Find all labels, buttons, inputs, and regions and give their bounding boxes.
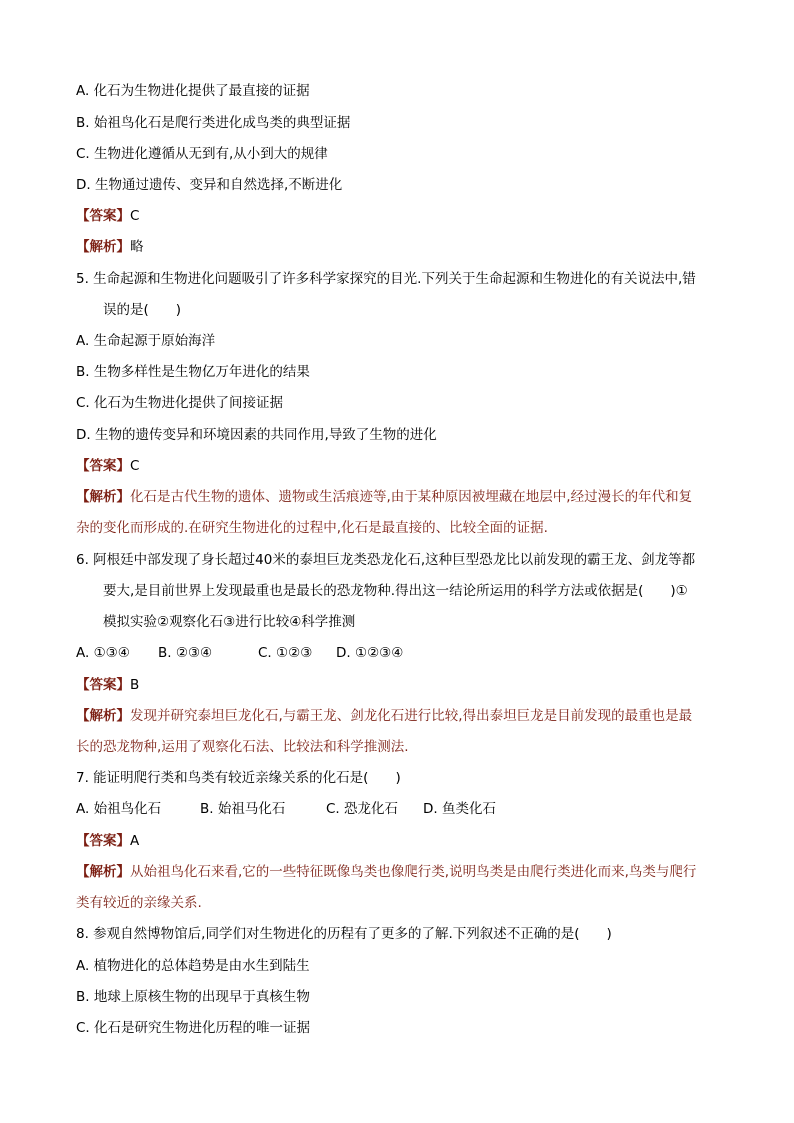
q7-option-c: C. 恐龙化石 xyxy=(326,801,399,817)
answer-value: A xyxy=(130,833,140,849)
q5-analysis-cont: 杂的变化而形成的.在研究生物进化的过程中,化石是最直接的、比较全面的证据. xyxy=(76,520,548,536)
q6-analysis-cont: 长的恐龙物种,运用了观察化石法、比较法和科学推测法. xyxy=(76,739,409,755)
analysis-text: 略 xyxy=(130,239,144,255)
q7-option-a: A. 始祖鸟化石 xyxy=(76,801,162,817)
analysis-text: 发现并研究泰坦巨龙化石,与霸王龙、剑龙化石进行比较,得出泰坦巨龙是目前发现的最重也是最 xyxy=(130,708,693,724)
q6-option-b: B. ②③④ xyxy=(158,645,213,661)
q8-option-a: A. 植物进化的总体趋势是由水生到陆生 xyxy=(76,958,310,974)
analysis-tag: 【解析】 xyxy=(76,239,130,255)
q7-option-b: B. 始祖马化石 xyxy=(200,801,286,817)
question-5-stem-cont: 误的是( ) xyxy=(103,302,182,318)
answer-tag: 【答案】 xyxy=(76,458,130,474)
analysis-tag: 【解析】 xyxy=(76,864,130,880)
question-6-stem: 6. 阿根廷中部发现了身长超过40米的泰坦巨龙类恐龙化石,这种巨型恐龙比以前发现的霸王龙、剑龙等都 xyxy=(76,552,696,568)
question-6-stem-cont2: 模拟实验②观察化石③进行比较④科学推测 xyxy=(103,614,356,630)
q6-option-c: C. ①②③ xyxy=(258,645,313,661)
option-b: B. 始祖鸟化石是爬行类进化成鸟类的典型证据 xyxy=(76,115,351,131)
answer-value: C xyxy=(130,208,140,224)
option-a: A. 化石为生物进化提供了最直接的证据 xyxy=(76,83,310,99)
answer-value: C xyxy=(130,458,140,474)
analysis-text: 从始祖鸟化石来看,它的一些特征既像鸟类也像爬行类,说明鸟类是由爬行类进化而来,鸟类与爬行 xyxy=(130,864,697,880)
answer-line xyxy=(76,207,139,225)
answer-tag: 【答案】 xyxy=(76,208,130,224)
analysis-tag: 【解析】 xyxy=(76,489,130,505)
q5-option-c: C. 化石为生物进化提供了间接证据 xyxy=(76,395,284,411)
q6-analysis-line xyxy=(76,707,692,725)
answer-tag: 【答案】 xyxy=(76,833,130,849)
option-d: D. 生物通过遗传、变异和自然选择,不断进化 xyxy=(76,177,343,193)
question-6-stem-cont: 要大,是目前世界上发现最重也是最长的恐龙物种.得出这一结论所运用的科学方法或依据是( )① xyxy=(103,583,688,599)
answer-tag: 【答案】 xyxy=(76,677,130,693)
q6-options-row xyxy=(76,644,403,662)
q8-option-c: C. 化石是研究生物进化历程的唯一证据 xyxy=(76,1020,311,1036)
q6-option-d: D. ①②③④ xyxy=(336,645,404,661)
q5-answer-line xyxy=(76,457,139,475)
question-7-stem: 7. 能证明爬行类和鸟类有较近亲缘关系的化石是( ) xyxy=(76,770,401,786)
q5-analysis-line xyxy=(76,488,692,506)
q6-option-a: A. ①③④ xyxy=(76,645,130,661)
q5-option-a: A. 生命起源于原始海洋 xyxy=(76,333,216,349)
analysis-line xyxy=(76,238,144,256)
q7-analysis-cont: 类有较近的亲缘关系. xyxy=(76,895,202,911)
answer-value: B xyxy=(130,677,140,693)
analysis-tag: 【解析】 xyxy=(76,708,130,724)
analysis-text: 化石是古代生物的遗体、遗物或生活痕迹等,由于某种原因被埋藏在地层中,经过漫长的年代和复 xyxy=(130,489,693,505)
question-5-stem: 5. 生命起源和生物进化问题吸引了许多科学家探究的目光.下列关于生命起源和生物进化的有关说法中,错 xyxy=(76,271,696,287)
q5-option-b: B. 生物多样性是生物亿万年进化的结果 xyxy=(76,364,310,380)
q7-options-row xyxy=(76,800,496,818)
option-c: C. 生物进化遵循从无到有,从小到大的规律 xyxy=(76,146,328,162)
q7-option-d: D. 鱼类化石 xyxy=(423,801,496,817)
q7-answer-line xyxy=(76,832,139,850)
q6-answer-line xyxy=(76,676,139,694)
q7-analysis-line xyxy=(76,863,696,881)
q5-option-d: D. 生物的遗传变异和环境因素的共同作用,导致了生物的进化 xyxy=(76,427,437,443)
q8-option-b: B. 地球上原核生物的出现早于真核生物 xyxy=(76,989,310,1005)
question-8-stem: 8. 参观自然博物馆后,同学们对生物进化的历程有了更多的了解.下列叙述不正确的是( ) xyxy=(76,926,612,942)
